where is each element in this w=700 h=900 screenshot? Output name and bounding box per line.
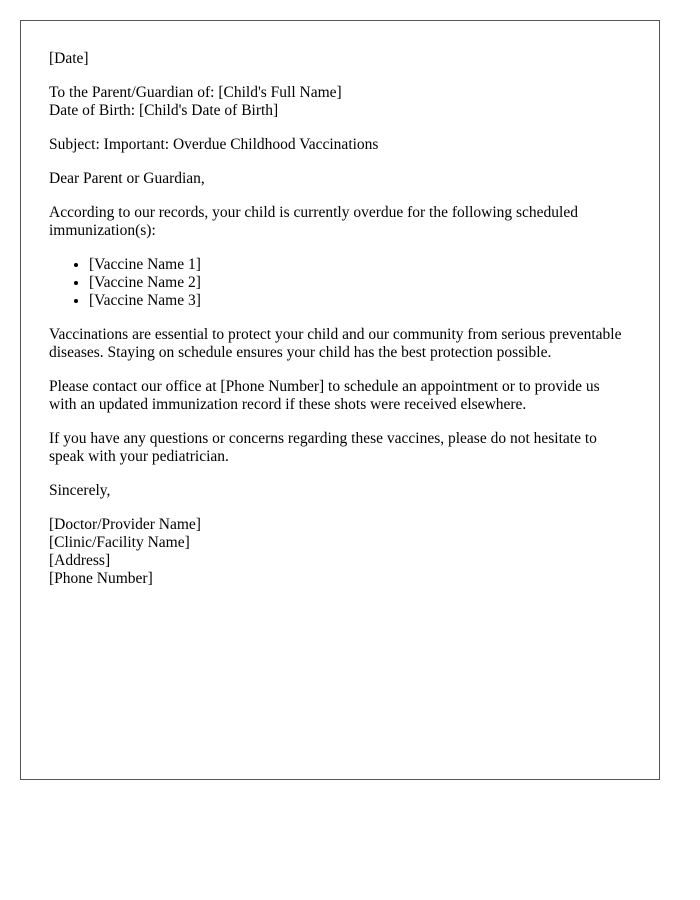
recipient-line: To the Parent/Guardian of: [Child's Full Name] bbox=[49, 84, 342, 101]
intro-paragraph: According to our records, your child is currently overdue for the following scheduled immunization(s): bbox=[49, 204, 578, 239]
signature-block bbox=[49, 516, 631, 588]
letter-subject: Subject: Important: Overdue Childhood Vaccinations bbox=[49, 136, 379, 153]
closing: Sincerely, bbox=[49, 482, 111, 499]
address: [Address] bbox=[49, 552, 111, 569]
facility-name: [Clinic/Facility Name] bbox=[49, 534, 190, 551]
phone-number: [Phone Number] bbox=[49, 570, 153, 587]
recipient-block bbox=[49, 84, 631, 120]
provider-name: [Doctor/Provider Name] bbox=[49, 516, 201, 533]
salutation: Dear Parent or Guardian, bbox=[49, 170, 205, 187]
vaccine-list-item: • [Vaccine Name 1] bbox=[89, 256, 631, 274]
date-of-birth-line: Date of Birth: [Child's Date of Birth] bbox=[49, 102, 279, 119]
questions-paragraph: If you have any questions or concerns regarding these vaccines, please do not hesitate to speak with your pediatrician. bbox=[49, 430, 597, 465]
vaccine-list-item: • [Vaccine Name 3] bbox=[89, 292, 631, 310]
vaccine-list-item: • [Vaccine Name 2] bbox=[89, 274, 631, 292]
vaccine-list bbox=[49, 256, 631, 310]
letter-date: [Date] bbox=[49, 50, 89, 67]
letter-page bbox=[20, 20, 660, 780]
contact-paragraph: Please contact our office at [Phone Number] to schedule an appointment or to provide us with an updated immunization record if these shots were received elsewhere. bbox=[49, 378, 600, 413]
importance-paragraph: Vaccinations are essential to protect your child and our community from serious preventable diseases. Staying on schedule ensures your child has the best protection possible. bbox=[49, 326, 622, 361]
